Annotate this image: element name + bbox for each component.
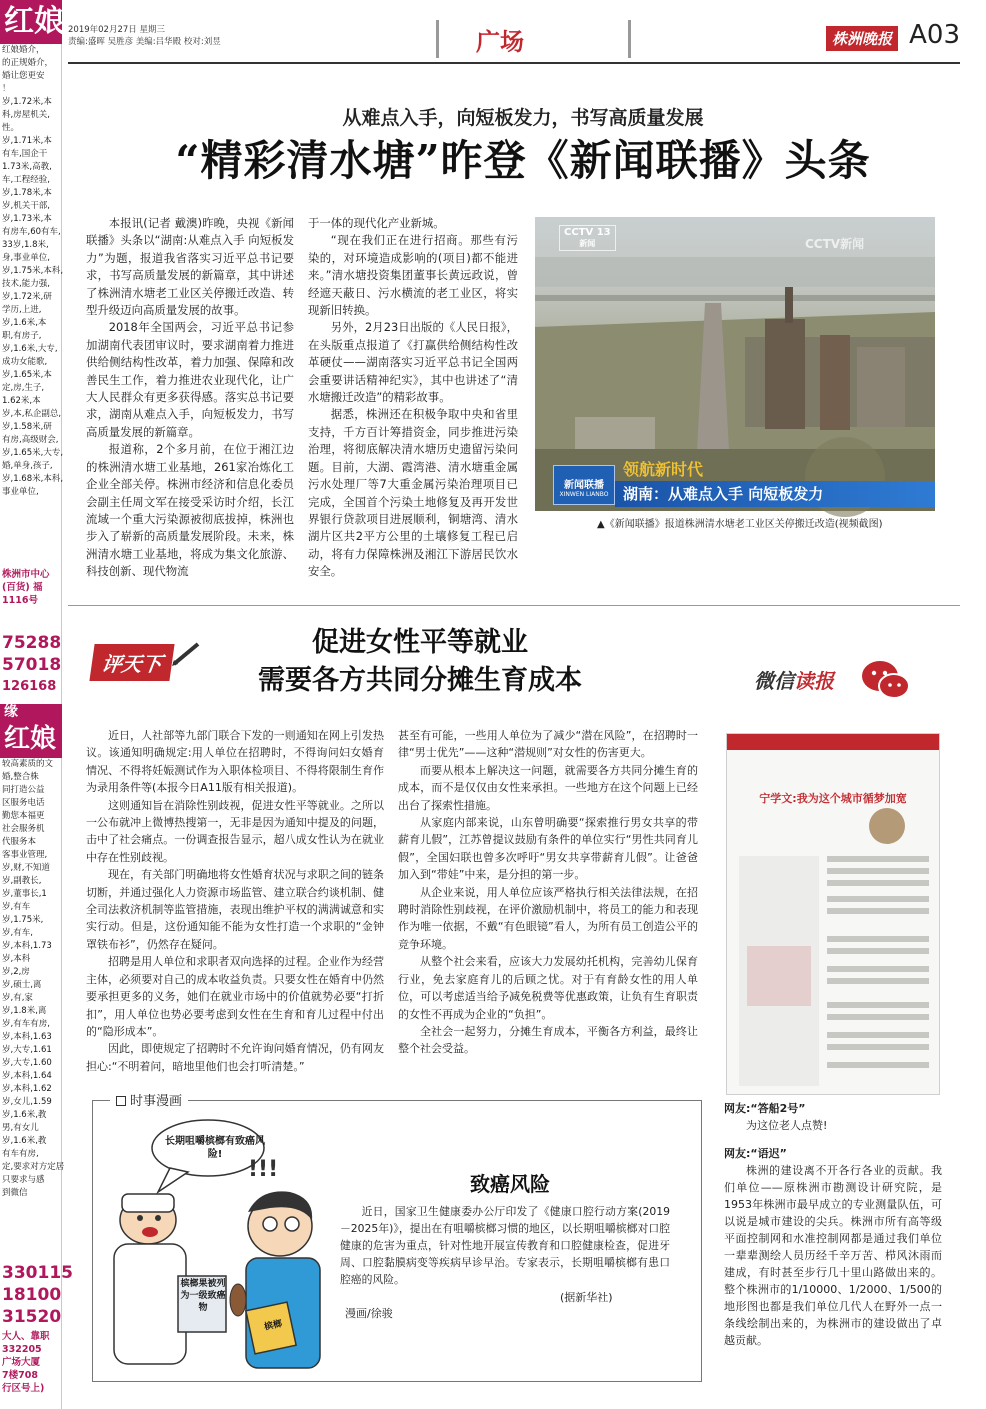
cartoon-label-box-icon: [116, 1096, 126, 1106]
ad-line: 岁,机关干部,: [2, 201, 50, 211]
ad-line: 只要求与感: [2, 1175, 45, 1185]
ad-line: 岁,本科,1.63: [2, 1032, 52, 1042]
paragraph: 据悉，株洲还在积极争取中央和省里支持，千方百计筹措资金，同步推进污染治理，将彻底解决清水塘历史遗留污染问题。目前，大湖、霞湾港、清水塘重金属污水处理厂等7大重金属污染治理项目已完成，全国首个污染土地修复及再开发世界银行贷款项目进展顺利，铜塘湾、清水湖片区共2平方公里的土壤修复工程已启动，将有力保障株洲及湘江下游居民饮水安全。: [308, 407, 518, 579]
ad-address-bottom: [0, 1330, 62, 1409]
wechat-label-pre: 微信: [754, 669, 794, 693]
ad-address-top: [0, 568, 62, 618]
page-header: [68, 18, 960, 62]
ad-line: 身,事业单位,: [2, 253, 50, 263]
header-divider: [628, 20, 631, 58]
channel-sub: 新闻: [579, 239, 596, 248]
paragraph: 而要从根本上解决这一问题，就需要各方共同分摊生育的成本，而不是仅仅由女性来承担。一些地方在这个问题上已经出台了探索性措施。: [398, 763, 698, 812]
ad-line: 代服务本: [2, 837, 37, 847]
opinion-title-line: 需要各方共同分摊生育成本: [258, 665, 582, 696]
ad-address-line: (百货) 福: [2, 582, 43, 593]
ad-line: 定,房,生子,: [2, 383, 45, 393]
ad-line: 1.62米,本: [2, 396, 41, 406]
ad-line: 岁,1.72米,本: [2, 97, 52, 107]
opinion-title-line: 促进女性平等就业: [312, 627, 528, 658]
ad-logo-bottom-small: 缘: [4, 704, 18, 720]
wechat-label-accent: 读报: [794, 669, 834, 693]
ad-line: 岁,本科,1.73: [2, 941, 52, 951]
ad-line: 岁,大专,1.60: [2, 1058, 52, 1068]
ad-line: 岁,1.6米,本: [2, 318, 47, 328]
ad-line: 岁,1.68米,本科,: [2, 474, 64, 484]
ad-line: 勤您本福更: [2, 811, 45, 821]
ad-line: 有房,高级财会,: [2, 435, 59, 445]
cartoon-source: (据新华社): [560, 1291, 613, 1304]
wechat-read-label: [754, 665, 834, 694]
paragraph: 近日，人社部等九部门联合下发的一则通知在网上引发热议。该通知明确规定:用人单位在招聘时，不得询问妇女婚育情况、不得将妊娠测试作为入职体检项目、不得将限制生育作为录用条件等(本报今日A11版有相关报道)。: [86, 729, 384, 795]
ad-line: 岁,本科,1.62: [2, 1084, 52, 1094]
ad-address-line: 1116号: [2, 595, 38, 606]
ad-block-top: [0, 0, 62, 560]
ad-line: 到微信: [2, 1188, 28, 1198]
thumbnail-title: 宁学文:我为这个城市循梦加宽: [759, 792, 907, 805]
paragraph: 于一体的现代化产业新城。: [308, 216, 445, 230]
ad-phone: 57018: [2, 655, 62, 675]
ad-line: 成功女能歌,: [2, 357, 48, 367]
reader-comment: [724, 1145, 942, 1349]
ad-line: 职,有房子,: [2, 331, 42, 341]
opinion-title: [210, 624, 630, 700]
ad-phone: 18100: [2, 1285, 62, 1305]
program-badge-title: 新闻联播: [564, 480, 604, 491]
ad-line: 1.73米,高教,: [2, 162, 52, 172]
section-name: 广场: [476, 27, 524, 56]
ad-line: 岁,1.6米,大专,: [2, 344, 58, 354]
ad-line: 客事业管理,: [2, 850, 48, 860]
lead-column-2: [308, 215, 518, 593]
paragraph: 从企业来说，用人单位应该严格执行相关法律法规，在招聘时消除性别歧视，在评价激励机制中，将员工的能力和表现作为唯一依据，不戴“有色眼镜”看人，为所有员工创造公平的竞争环境。: [398, 885, 698, 951]
ad-line: 岁,本,私企副总,: [2, 409, 62, 419]
ad-line: 33岁,1.8米,: [2, 240, 49, 250]
paragraph: 从家庭内部来说，山东曾明确要“探索推行男女共享的带薪育儿假”，江苏曾提议鼓励有条件的单位实行“男性共同育儿假”，全国妇联也曾多次呼吁“男女共享带薪育儿假”。让爸爸加入到“带娃”中来，是分担的第一步。: [398, 816, 698, 882]
ad-line: 技术,能力强,: [2, 279, 50, 289]
comment-text: 为这位老人点赞!: [746, 1119, 828, 1132]
ad-address-line: 株洲市中心: [2, 569, 50, 580]
comment-nick: 网友:“答船2号”: [724, 1102, 806, 1115]
opinion-column-2: [398, 727, 698, 1067]
paragraph: 甚至有可能，一些用人单位为了减少“潜在风险”，在招聘时一律“男士优先”——这种“潜规则”对女性的伤害更大。: [398, 729, 698, 760]
paragraph: “现在我们正在进行招商。那些有污染的，对环境造成影响的(项目)都不能进来。”清水塘投资集团董事长黄远政说，曾经遮天蔽日、污水横流的老工业区，将实现新旧转换。: [308, 233, 518, 318]
newspaper-brand: 株洲晚报: [826, 26, 898, 51]
opinion-column-1: [86, 727, 384, 1073]
ad-address-line: 大人、靠职: [2, 1331, 50, 1342]
reader-comment: [724, 1100, 942, 1134]
left-classified-strip: [0, 0, 73, 1409]
ad-line: 岁,1.75米,本科,: [2, 266, 64, 276]
wechat-article-thumbnail: [726, 733, 940, 1095]
pen-icon: [170, 640, 204, 668]
ad-phone: 330115: [2, 1263, 73, 1283]
ad-address-line: 7楼708: [2, 1370, 38, 1381]
ad-line: 岁,硕士,离: [2, 980, 42, 990]
cartoon-sign: 槟榔果被列为一级致癌物: [180, 1279, 226, 1313]
ad-line: 较高素质的文: [2, 759, 54, 769]
ad-line: 岁,有,家: [2, 993, 33, 1003]
ad-line: 岁,1.73米,本: [2, 214, 52, 224]
paragraph: 另外，2月23日出版的《人民日报》，在头版重点报道了《打赢供给侧结构性改革硬仗——湖南落实习近平总书记全国两会重要讲话精神纪实》，其中也讲述了“清水塘搬迁改造”的精彩故事。: [308, 320, 518, 405]
paragraph: 近日，国家卫生健康委办公厅印发了《健康口腔行动方案(2019－2025年)》，提出在有咀嚼槟榔习惯的地区，以长期咀嚼槟榔对口腔健康的危害为重点，针对性地开展宣传教育和口腔健康检查，促进牙周、口腔黏膜病变等疾病早诊早治。专家表示，长期咀嚼槟榔有患口腔癌的风险。: [340, 1205, 670, 1286]
news-video-screenshot: [535, 217, 935, 511]
ad-line: 岁,1.75米,: [2, 915, 44, 925]
ad-line: 岁,女儿,1.59: [2, 1097, 52, 1107]
ad-line: 岁,本科: [2, 954, 31, 964]
paragraph: 这则通知旨在消除性别歧视，促进女性平等就业。之所以一公布就冲上微博热搜第一，无非是因为通知中提及的问题，击中了社会痛点。一份调查报告显示，超八成女性认为在就业中存在性别歧视。: [86, 798, 384, 864]
ad-text-bottom: [0, 758, 65, 1200]
lead-column-1: [86, 215, 294, 593]
ad-line: 岁,1.6米,教: [2, 1110, 47, 1120]
ad-line: 岁,大专,1.61: [2, 1045, 52, 1055]
ad-line: 有车有房,: [2, 1149, 39, 1159]
ad-line: 岁,财,不知道: [2, 863, 50, 873]
ad-line: 的正规婚介，: [2, 58, 54, 68]
ad-line: 事业单位,: [2, 487, 39, 497]
thumbnail-page-illustration: [727, 806, 941, 1106]
issue-meta: [68, 24, 221, 48]
thumbnail-header-bar: [727, 734, 939, 750]
tv-lower-third: 湖南：从难点入手 向短板发力: [615, 481, 935, 507]
header-rule: [68, 62, 960, 64]
ad-line: 婚,单身,孩子,: [2, 461, 53, 471]
ad-line: 岁,有车,: [2, 928, 33, 938]
ad-line: 同打造公益: [2, 785, 45, 795]
ad-line: 性。: [2, 123, 20, 133]
ad-address-line: 广场大厦: [2, 1357, 41, 1368]
ad-line: 岁,有车: [2, 902, 31, 912]
ad-address-line: 行区号上): [2, 1383, 45, 1394]
ad-line: 岁,1.6米,教: [2, 1136, 47, 1146]
ad-line: 社会服务机: [2, 824, 45, 834]
ad-line: 有车,国企干: [2, 149, 48, 159]
ad-line: 婚,整合株: [2, 772, 39, 782]
ad-line: 岁,2,房: [2, 967, 30, 977]
cartoon-credit: 漫画/徐骏: [345, 1307, 393, 1320]
ad-line: 红娘婚介，: [2, 45, 45, 55]
ad-line: 岁,董事长,1: [2, 889, 47, 899]
lead-headline: “精彩清水塘”昨登《新闻联播》头条: [175, 136, 871, 185]
ad-line: 岁,1.8米,离: [2, 1006, 47, 1016]
ad-line: 岁,副教长,: [2, 876, 42, 886]
paragraph: 本报讯(记者 戴澳)昨晚，央视《新闻联播》头条以“湖南:从难点入手 向短板发力”为题，报道我省落实习近平总书记要求，书写高质量发展的新篇章，其中讲述了株洲清水塘老工业区关停搬迁改造、转型升级迈向高质量发展的故事。: [86, 216, 294, 318]
tv-watermark: CCTV新闻: [805, 237, 865, 251]
paragraph: 现在，有关部门明确地将女性婚育状况与求职之间的链条切断，并通过强化人力资源市场监管、建立联合约谈机制、健全司法救济机制等监管措施，表现出维护平权的满满诚意和实实行动。但是，这份通知能不能为女性打造一个求职的“金钟罩铁布衫”，仍然存在疑问。: [86, 868, 384, 951]
ad-phone: 75288: [2, 633, 62, 653]
ad-line: 岁,有车有房,: [2, 1019, 50, 1029]
ad-phone: 31520: [2, 1307, 62, 1327]
ad-line: 岁,1.78米,本: [2, 188, 52, 198]
ad-line: 车,工程经验,: [2, 175, 50, 185]
page-number: A03: [909, 20, 960, 50]
paragraph: 从整个社会来看，应该大力发展幼托机构，完善幼儿保育行业，免去家庭育儿的后顾之忧。对于有育龄女性的用人单位，可以考虑适当给予减免税费等优惠政策，让负有生育职责的女性不再成为企业的“负担”。: [398, 955, 698, 1021]
ad-line: 男,有女儿: [2, 1123, 39, 1133]
ad-line: 岁,1.71米,本: [2, 136, 52, 146]
program-badge-sub: XINWEN LIANBO: [559, 491, 609, 498]
cartoon-title: 致癌风险: [470, 1172, 550, 1196]
ad-line: 区服务电话: [2, 798, 45, 808]
issue-date: 2019年02月27日 星期三: [68, 25, 165, 35]
ad-phone: 126168: [2, 679, 57, 694]
ad-line: 岁,本科,1.64: [2, 1071, 52, 1081]
ad-line: 岁,1.65米,大专,: [2, 448, 64, 458]
lead-subhead: 从难点入手，向短板发力，书写高质量发展: [342, 107, 704, 129]
comment-nick: 网友:“语迟”: [724, 1147, 787, 1160]
paragraph: 因此，即使规定了招聘时不允许询问婚育情况，仍有网友担心:“不明着问，暗地里他们也会打听清楚。”: [86, 1042, 384, 1073]
cartoon-speech-bubble: 长期咀嚼槟榔有致癌风险!: [165, 1136, 265, 1160]
ad-logo-bottom: [0, 704, 62, 758]
ad-line: 岁,1.72米,研: [2, 292, 52, 302]
tv-banner-small: 领航新时代: [623, 460, 704, 479]
ad-line: 岁,1.65米,本: [2, 370, 52, 380]
header-divider: [436, 20, 439, 58]
ad-logo-top: 红娘: [0, 0, 62, 44]
ad-phones-top: [0, 632, 62, 698]
cartoon-bag-label: 槟榔: [263, 1319, 284, 1333]
ad-line: 岁,1.58米,研: [2, 422, 52, 432]
photo-caption: ▲《新闻联播》报道株洲清水塘老工业区关停搬迁改造(视频截图): [597, 519, 883, 530]
wechat-icon: [860, 658, 912, 702]
opinion-tag: 评天下: [89, 644, 174, 681]
ad-line: ！: [2, 84, 11, 94]
ad-address-line: 332205: [2, 1344, 42, 1355]
ad-block-bottom: [0, 704, 65, 1264]
paragraph: 报道称，2个多月前，在位于湘江边的株洲清水塘工业基地，261家冶炼化工企业全部关停。株洲市经济和信息化委员会副主任周文军在接受采访时介绍，长江流域一个重大污染源被彻底拔掉，株洲也步入了崭新的高质量发展阶段。未来，株洲清水塘工业基地，将成为集文化旅游、科技创新、现代物流: [86, 442, 294, 579]
paragraph: 招聘是用人单位和求职者双向选择的过程。企业作为经营主体，必须要对自己的成本收益负责。只要女性在婚育中仍然要承担更多的义务，她们在就业市场中的价值就势必要“打折扣”，用人单位也势必要考虑到女性在生育和育儿过程中付出的“隐形成本”。: [86, 955, 384, 1038]
ad-logo-bottom-main: 红娘: [4, 724, 57, 754]
ad-line: 婚让您更安: [2, 71, 45, 81]
cartoon-label: [110, 1090, 188, 1109]
ad-line: 定,要求对方定居: [2, 1162, 65, 1172]
program-badge: [553, 465, 615, 505]
channel-logo-text: CCTV 13: [564, 227, 611, 238]
svg-text:!!!: !!!: [248, 1157, 279, 1182]
comment-text: 株洲的建设离不开各行各业的贡献。我们单位——原株洲市勘测设计研究院，是1953年株洲市最早成立的专业测量队伍，可以说是城市建设的尖兵。株洲市所有高等级平面控制网和水准控制网都是通过我们单位一辈辈测绘人员历经千辛万苦、栉风沐雨而建成，有时甚至步行几十里山路做出来的。整个株洲市的1/10000、1/2000、1/500的地形图也都是我们单位几代人在野外一点一条线绘制出来的，为株洲市的建设做出了卓越贡献。: [724, 1164, 942, 1347]
channel-logo: [559, 225, 616, 251]
paragraph: 2018年全国两会，习近平总书记参加湖南代表团审议时，要求湖南着力推进供给侧结构性改革，着力加强、保障和改善民生工作，着力推进农业现代化，让广大人民群众有更多获得感。落实总书记要求，湖南从难点入手，向短板发力，书写高质量发展的新篇章。: [86, 320, 294, 439]
ad-phones-bottom: [0, 1262, 73, 1332]
cartoon-label-text: 时事漫画: [130, 1094, 183, 1109]
editor-credits: 责编:盛晖 吴胜彦 美编:吕华殿 校对:刘昱: [68, 37, 221, 47]
paragraph: 全社会一起努力，分摊生育成本，平衡各方利益，最终让整个社会受益。: [398, 1024, 698, 1056]
ad-line: 学历,上进,: [2, 305, 42, 315]
section-rule: [68, 605, 960, 606]
ad-line: 科,房屋机关,: [2, 110, 50, 120]
cartoon-text: [340, 1203, 670, 1288]
ad-line: 有房车,60有车,: [2, 227, 61, 237]
